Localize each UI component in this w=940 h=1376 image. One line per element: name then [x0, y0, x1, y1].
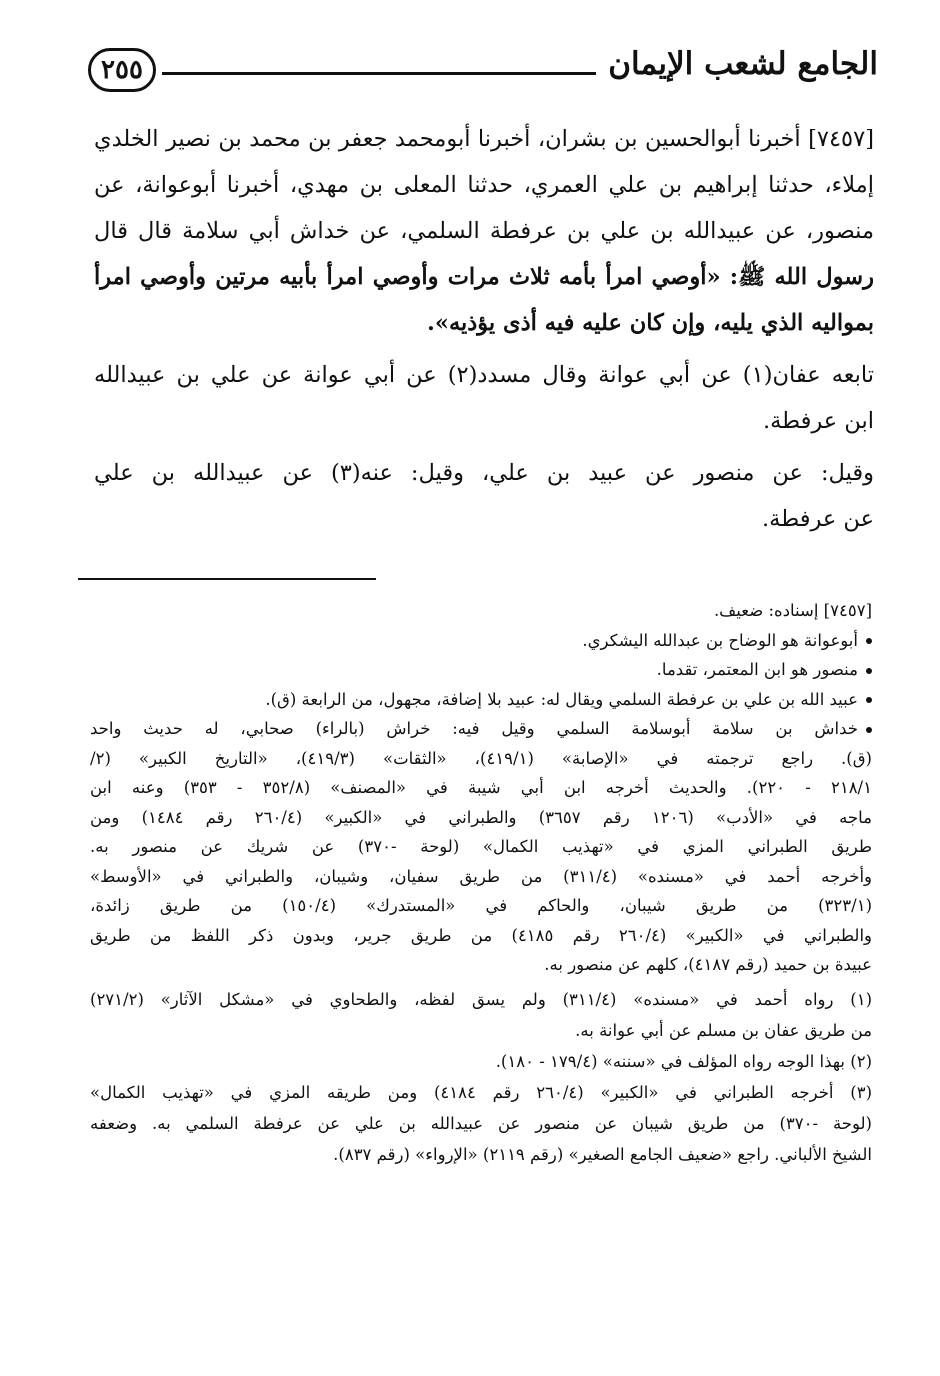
footnote-line: (١) رواه أحمد في «مسنده» (٣١١/٤) ولم يسق لفظه، والطحاوي في «مشكل الآثار» (٢٧١/٢): [90, 989, 872, 1009]
footnote-bullet-line: [90, 655, 872, 685]
footnote-line: [٧٤٥٧] إسناده: ضعيف.: [713, 601, 872, 620]
footnote-line: ماجه في «الأدب» (١٢٠٦ رقم ٣٦٥٧) والطبراني في «الكبير» (٢٦٠/٤ رقم ١٤٨٤) ومن: [90, 807, 872, 827]
footnote-line: (ق). راجع ترجمته في «الإصابة» (٤١٩/١)، «الثقات» (٤١٩/٣)، «التاريخ الكبير» (٢/: [90, 748, 872, 768]
main-line: منصور، عن عبيدالله بن علي بن عرفطة السلمي، عن خداش أبي سلامة قال قال: [94, 218, 874, 244]
footnote-bullet-line: [90, 685, 872, 715]
footnote-text: خداش بن سلامة أبوسلامة السلمي وقيل فيه: خراش (بالراء) صحابي، له حديث واحد: [90, 719, 858, 738]
main-line: ابن عرفطة.: [762, 408, 874, 434]
footnote-text: عبيد الله بن علي بن عرفطة السلمي ويقال له: عبيد بلا إضافة، مجهول، من الرابعة (ق).: [265, 689, 858, 709]
main-line: [٧٤٥٧] أخبرنا أبوالحسين بن بشران، أخبرنا أبومحمد جعفر بن محمد بن نصير الخلدي: [94, 126, 874, 152]
main-line: إملاء، حدثنا إبراهيم بن علي العمري، حدثنا المعلى بن مهدي، أخبرنا أبوعوانة، عن: [94, 172, 874, 198]
page-number: ٢٥٥: [88, 48, 156, 92]
main-text: [94, 116, 874, 542]
footnote-line: وأخرجه أحمد في «مسنده» (٣١١/٤) من طريق سفيان، وشيبان، والطبراني في «الأوسط»: [90, 866, 872, 886]
main-line: تابعه عفان(١) عن أبي عوانة وقال مسدد(٢) عن أبي عوانة عن علي بن عبيدالله: [94, 362, 874, 388]
footnote-line: من طريق عفان بن مسلم عن أبي عوانة به.: [575, 1020, 872, 1040]
bullet-icon: [866, 727, 872, 733]
main-line: بمواليه الذي يليه، وإن كان عليه فيه أذى يؤذيه».: [427, 310, 874, 336]
main-line: وقيل: عن منصور عن عبيد بن علي، وقيل: عنه(٣) عن عبيدالله بن علي: [94, 460, 874, 486]
bullet-icon: [866, 697, 872, 703]
footnote-text: منصور هو ابن المعتمر، تقدما.: [656, 660, 858, 679]
footnote-line: (٣) أخرجه الطبراني في «الكبير» (٢٦٠/٤ رقم ٤١٨٤) ومن طريقه المزي في «تهذيب الكمال»: [90, 1082, 872, 1102]
bullet-icon: [866, 638, 872, 644]
footnote-line: والطبراني في «الكبير» (٢٦٠/٤ رقم ٤١٨٥) من طريق جرير، وبدون ذكر اللفظ من طريق: [90, 925, 872, 945]
main-line: عن عرفطة.: [762, 506, 874, 532]
running-title: الجامع لشعب الإيمان: [608, 46, 878, 82]
footnote-line: (٣٢٣/١) من طريق شيبان، والحاكم في «المستدرك» (١٥٠/٤) من طريق زائدة،: [90, 896, 872, 915]
page-header: [88, 38, 878, 110]
footnote-line: طريق الطبراني المزي في «تهذيب الكمال» (لوحة -٣٧٠) عن شريك عن منصور به.: [90, 837, 872, 856]
header-rule: [162, 72, 596, 75]
main-line: رسول الله ﷺ: «أوصي امرأ بأمه ثلاث مرات وأوصي امرأ بأبيه مرتين وأوصي امرأ: [94, 264, 874, 290]
footnotes: [90, 596, 872, 1170]
footnote-line: (٢) بهذا الوجه رواه المؤلف في «سننه» (١٧٩/٤ - ١٨٠).: [495, 1051, 872, 1071]
footnote-line: ٢١٨/١ - ٢٢٠). والحديث أخرجه ابن أبي شيبة في «المصنف» (٣٥٢/٨ - ٣٥٣) وعنه ابن: [90, 778, 872, 797]
footnote-line: الشيخ الألباني. راجع «ضعيف الجامع الصغير» (رقم ٢١١٩) «الإرواء» (رقم ٨٣٧).: [333, 1144, 872, 1164]
bullet-icon: [866, 668, 872, 674]
footnote-bullet-line: [90, 714, 872, 744]
footnote-bullet-line: [90, 626, 872, 656]
footnote-separator: [78, 578, 376, 580]
footnote-line: (لوحة -٣٧٠) من طريق شيبان عن منصور عن عبيدالله بن علي عن عرفطة السلمي به. وضعفه: [90, 1113, 872, 1133]
footnote-line: عبيدة بن حميد (رقم ٤١٨٧)، كلهم عن منصور به.: [544, 955, 872, 974]
footnote-text: أبوعوانة هو الوضاح بن عبدالله اليشكري.: [582, 630, 858, 650]
